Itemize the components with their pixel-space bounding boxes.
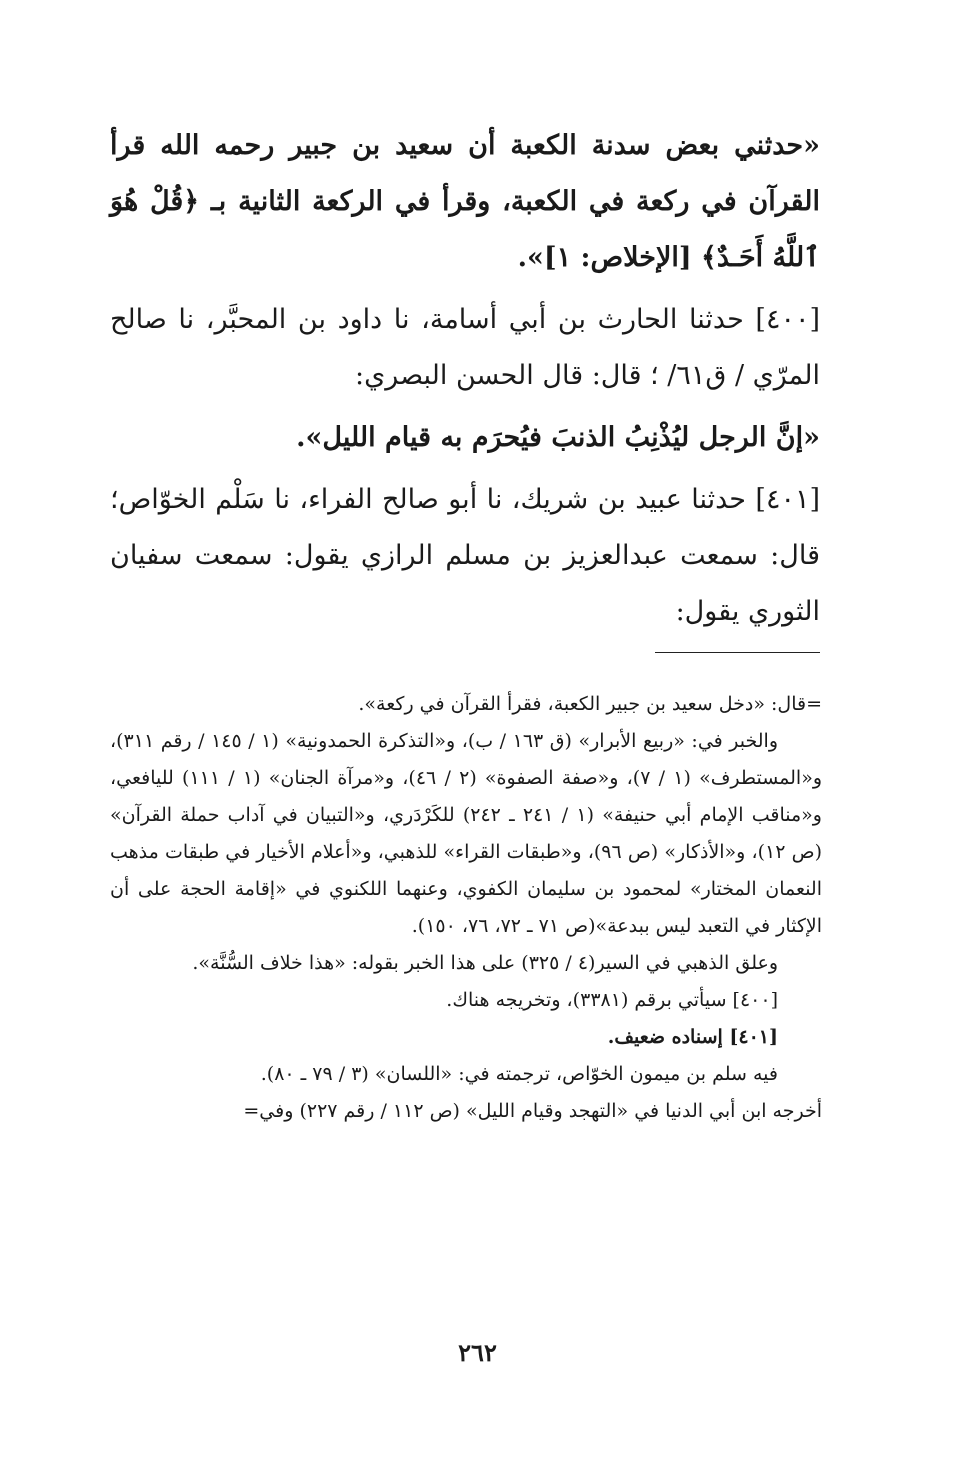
footnote-divider <box>655 652 820 653</box>
footnote-continuation: =قال: «دخل سعيد بن جبير الكعبة، فقرأ القرآن في ركعة». <box>358 693 822 715</box>
quote-hasan-basri: «إنَّ الرجل ليُذْنِبُ الذنبَ فيُحرَم به قيام الليل». <box>296 422 820 453</box>
footnotes <box>110 686 822 1130</box>
hadith-401: [٤٠١] حدثنا عبيد بن شريك، نا أبو صالح الفراء، نا سَلْم الخوّاص؛ قال: سمعت عبدالعزيز بن مسلم الرازي يقول: سمعت سفيان الثوري يقول: <box>110 484 820 627</box>
page-number: ٢٦٢ <box>458 1338 497 1367</box>
footnote-400: [٤٠٠] سيأتي برقم (٣٣٨١)، وتخريجه هناك. <box>446 989 778 1011</box>
footnote-sources: والخبر في: «ربيع الأبرار» (ق ١٦٣ / ب)، و«التذكرة الحمدونية» (١ / ١٤٥ / رقم ٣١١)، و«المستطرف» (١ / ٧)، و«صفة الصفوة» (٢ / ٤٦)، و«مرآة الجنان» (١ / ١١١) لليافعي، و«مناقب الإمام أبي حنيفة» (١ / ٢٤١ ـ ٢٤٢) للكَرْدَري، و«التبيان في آداب حملة القرآن» (ص ١٢)، و«الأذكار» (ص ٩٦)، و«طبقات القراء» للذهبي، و«أعلام الأخيار في طبقات مذهب النعمان المختار» لمحمود بن سليمان الكفوي، وعنهما اللكنوي في «إقامة الحجة على أن الإكثار في التعبد ليس ببدعة»(ص ٧١ ـ ٧٢، ٧٦، ١٥٠). <box>110 730 823 937</box>
hadith-400: [٤٠٠] حدثنا الحارث بن أبي أسامة، نا داود بن المحبَّر، نا صالح المرّي / ق٦١/ ؛ قال: قال الحسن البصري: <box>110 304 820 391</box>
footnote-401: [٤٠١] إسناده ضعيف. <box>607 1026 778 1048</box>
footnote-dhahabi: وعلق الذهبي في السير(٤ / ٣٢٥) على هذا الخبر بقوله: «هذا خلاف السُّنَّة». <box>192 952 778 974</box>
quote-said-ibn-jubayr: «حدثني بعض سدنة الكعبة أن سعيد بن جبير رحمه الله قرأ القرآن في ركعة في الكعبة، وقرأ في الركعة الثانية بـ ﴿قُلْ هُوَ ٱللَّهُ أَحَـدٌ﴾ [الإخلاص: ١]». <box>110 130 820 273</box>
footnote-salm: فيه سلم بن ميمون الخوّاص، ترجمته في: «اللسان» (٣ / ٧٩ ـ ٨٠). <box>260 1063 778 1085</box>
main-text <box>110 118 820 640</box>
footnote-ibn-abi-dunya: أخرجه ابن أبي الدنيا في «التهجد وقيام الليل» (ص ١١٢ / رقم ٢٢٧) وفي= <box>243 1100 822 1122</box>
